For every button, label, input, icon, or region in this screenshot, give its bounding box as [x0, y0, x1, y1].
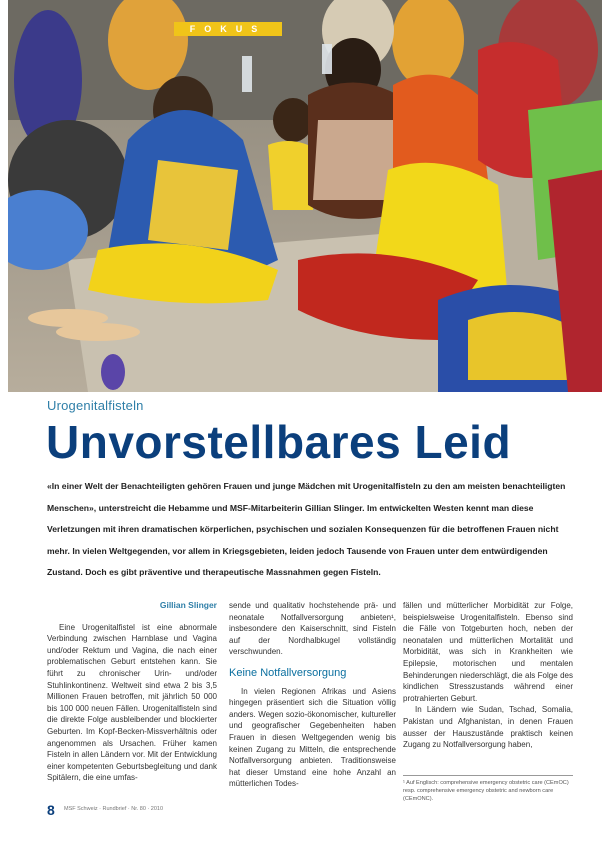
photo-illustration: [8, 0, 602, 392]
page-number: 8: [47, 802, 55, 818]
body-paragraph: sende und qualitativ hochstehende prä- und neonatale Notfallversorgung anbieten¹, insbesondere den Kaiserschnitt, sind Fisteln auf der Nordhalbkugel vollständig verschwunden.: [229, 601, 396, 657]
body-paragraph: In vielen Regionen Afrikas und Asiens hingegen präsentiert sich die Situation völlig anders. Wegen sozio-ökonomischer, kultureller und geografischer Gegebenheiten haben Frauen in diesen Weltgegenden wenig bis keinen Zugang zu Mitteln, die entsprechende Notfallversorgung anbieten. Traditionsweise hat dieser Umstand eine hohe Anzahl an mütterlichen Todes-: [229, 686, 396, 789]
body-paragraph: fällen und mütterlicher Morbidität zur Folge, beispielsweise Urogenitalfisteln. Ebenso sind die Fälle von Totgeburten hoch, neben der neonatalen und mütterlichen Mortalität und Morbidität, was sich in Krankheiten wie Epilepsie, motorischen und mentalen Behinderungen niederschlägt, die als Folge des kindlichen Stresszustands während einer protrahierten Geburt.: [403, 601, 573, 703]
footnote: ¹ Auf Englisch: comprehensive emergency obstetric care (CEmOC) resp. comprehensive emergency obstetric and newborn care (CEmONC).: [403, 775, 573, 803]
author-byline: Gillian Slinger: [159, 600, 217, 610]
body-column-2: [229, 600, 396, 790]
section-label: FOKUS: [174, 22, 282, 36]
body-column-3: [403, 600, 573, 751]
article-headline: Unvorstellbares Leid: [46, 416, 512, 468]
body-paragraph: In Ländern wie Sudan, Tschad, Somalia, Pakistan und Afghanistan, in denen Frauen ausser der Hauszustände praktisch keinen Zugang zu Notfallversorgung haben,: [403, 705, 573, 750]
page-footer: MSF Schweiz · Rundbrief · Nr. 80 · 2010: [64, 806, 164, 812]
body-column-1: [47, 600, 217, 784]
article-kicker: Urogenitalfisteln: [47, 398, 144, 413]
hero-photo: [8, 0, 602, 392]
article-lead: «In einer Welt der Benachteiligten gehören Frauen und junge Mädchen mit Urogenitalfisteln zu den am meisten benachteiligten Menschen», unterstreicht die Hebamme und MSF-Mitarbeiterin Gillian Slinger. Im entwickelten Westen kennt man diese Verletzungen mit ihren dramatischen körperlichen, psychischen und sozialen Konsequenzen für die betroffenen Frauen nicht mehr. In vielen Weltgegenden, vor allem in Kriegsgebieten, leiden jedoch Tausende von Frauen unter dem entwürdigenden Zustand. Doch es gibt präventive und therapeutische Massnahmen gegen Fisteln.: [47, 481, 566, 577]
body-paragraph: Eine Urogenitalfistel ist eine abnormale Verbindung zwischen Harnblase und Vagina und/oder Rektum und Vagina, die nach einer problematischen Geburt entstehen kann. Sie führt zu chronischer Urin- und/oder Stuhlinkontinenz. Weltweit sind etwa 2 bis 3,5 Millionen Frauen betroffen, mit jährlich 50 000 bis 100 000 neuen Fällen. Urogenitalfisteln sind die direkte Folge ausbleibender und blockierter Geburten. Im Kopf-Becken-Missverhältnis oder angenommen als Ursachen. Früher kamen Fisteln in allen Ländern vor. Mit der Entwicklung einer kompetenten Geburtsbegleitung und dank Spitälern, die eine umfas-: [47, 622, 217, 783]
section-subhead: Keine Notfallversorgung: [229, 666, 347, 679]
